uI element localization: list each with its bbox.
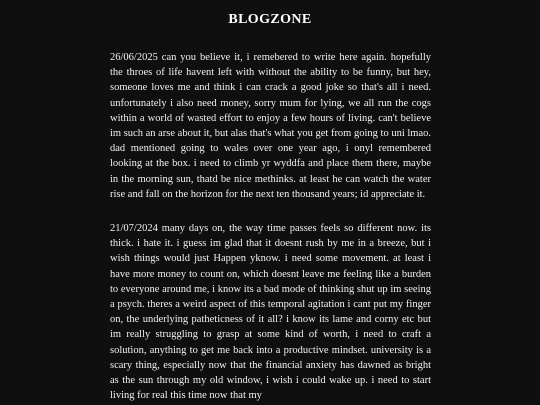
- site-title: BLOGZONE: [228, 12, 312, 27]
- blog-post: 21/07/2024 many days on, the way time passes feels so different now. its thick. i hate it. i guess im glad that it doesnt rush by me in a breeze, but i wish things would just Happen yknow. i need some movement. at least i have more money to count on, which doesnt leave me feeling like a burden to everyone around me, i know its a bad mode of thinking shut up im seeing a psych. theres a weird aspect of this temporal agitation i cant put my finger on, the underlying patheticness of it all? i know its lame and corny etc but im really struggling to grasp at some kind of worth, i need to craft a solution, anything to get me back into a productive mindset. university is a scary thing, especially now that the financial anxiety has dawned as bright as the sun through my old window, i wish i could wake up. i need to start living for real this time now that my: [110, 223, 431, 402]
- blog-post: 26/06/2025 can you believe it, i remebered to write here again. hopefully the throes of life havent left with without the ability to be funny, but hey, someone loves me and think i can crack a good joke so that's all i need. unfortunately i also need money, sorry mum for lying, we all run the cogs within a world of wasted effort to enjoy a few hours of living. can't believe im such an arse about it, but alas that's what you get from going to uni lmao. dad mentioned going to wales over one year ago, i onyl remembered looking at the box. i need to climb yr wyddfa and place them there, maybe in the morning sun, thatd be nice methinks. at least he can watch the water rise and fall on the horizon for the next ten thousand years; id appreciate it.: [110, 52, 431, 200]
- post-list: [110, 50, 431, 405]
